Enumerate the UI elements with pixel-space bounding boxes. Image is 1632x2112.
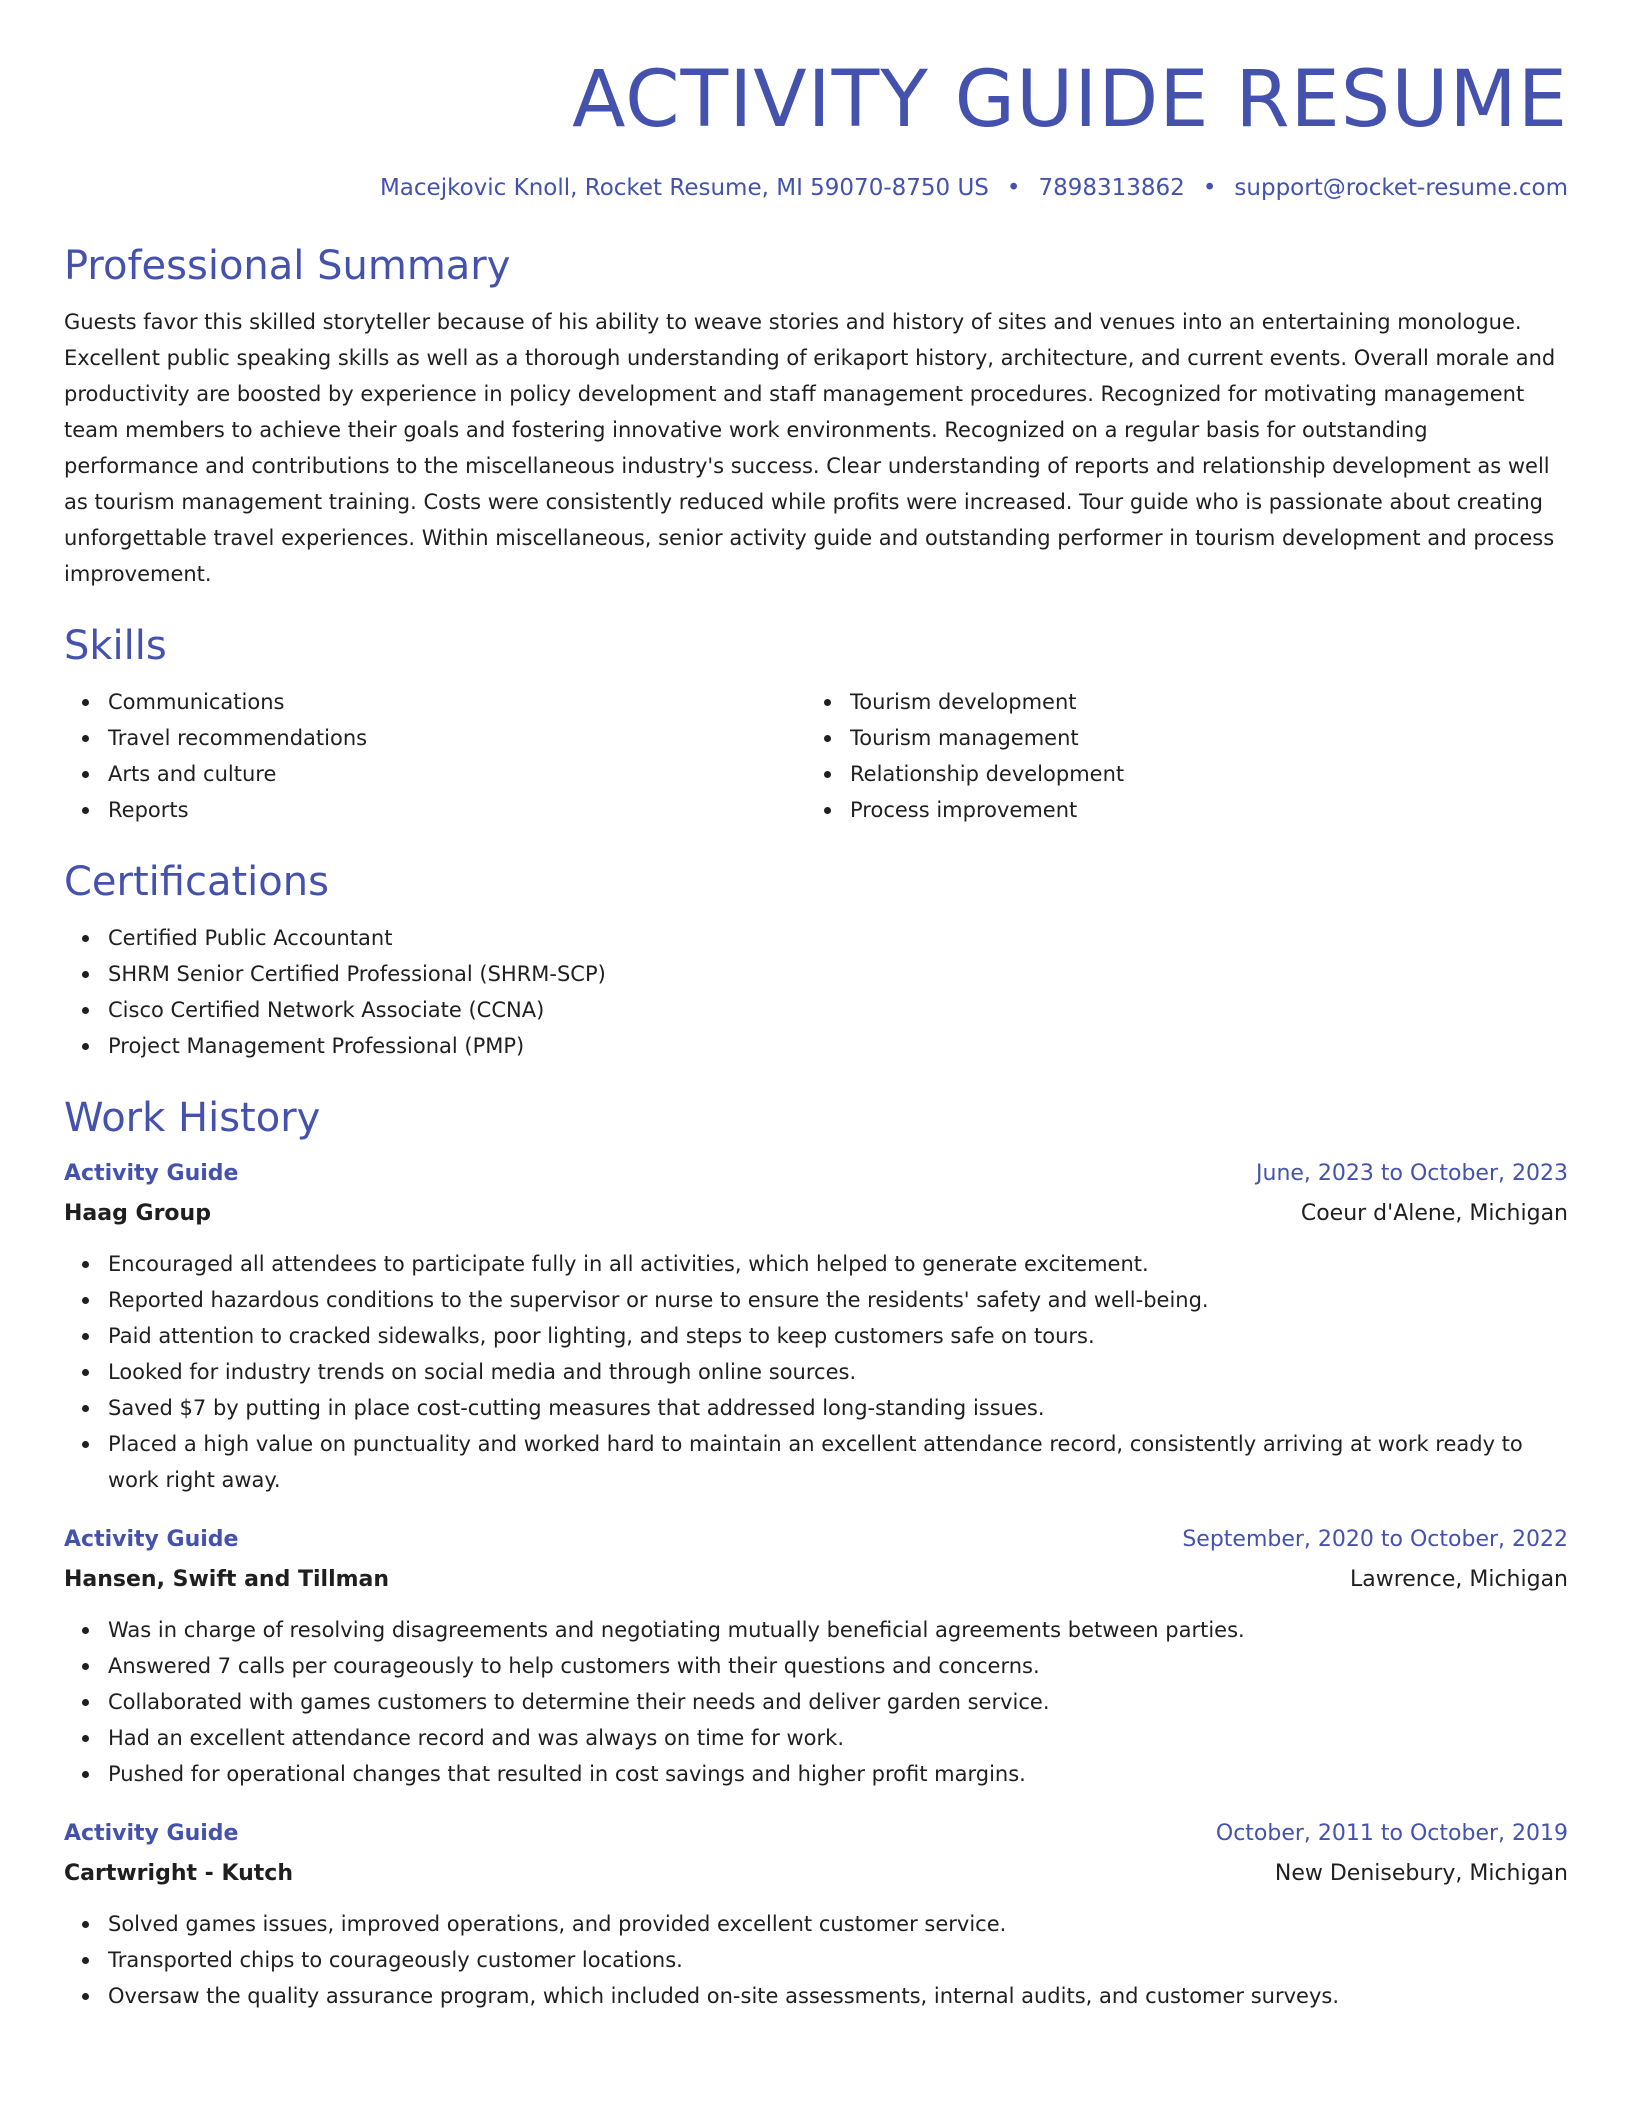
contact-email[interactable]: support@rocket-resume.com <box>1234 174 1568 201</box>
resume-page <box>64 40 1568 2014</box>
skill-item: Process improvement <box>806 792 1548 828</box>
job-bullet: Collaborated with games customers to determine their needs and deliver garden service. <box>64 1684 1568 1720</box>
job-title: Activity Guide <box>64 1160 239 1186</box>
job-entry <box>64 1154 1568 1498</box>
job-company-row <box>64 1854 1568 1894</box>
skill-item: Reports <box>64 792 806 828</box>
job-header-row <box>64 1520 1568 1560</box>
skill-item: Communications <box>64 684 806 720</box>
contact-separator: • <box>1202 174 1217 201</box>
job-dates: June, 2023 to October, 2023 <box>1256 1160 1568 1186</box>
skills-column-left <box>64 684 806 828</box>
job-bullet: Placed a high value on punctuality and worked hard to maintain an excellent attendance record, consistently arriving at work ready to work right away. <box>64 1426 1568 1498</box>
contact-phone: 7898313862 <box>1038 174 1185 201</box>
page-title: ACTIVITY GUIDE RESUME <box>572 55 1568 145</box>
job-title: Activity Guide <box>64 1820 239 1846</box>
job-header-row <box>64 1154 1568 1194</box>
job-bullet: Looked for industry trends on social media and through online sources. <box>64 1354 1568 1390</box>
certification-item: Project Management Professional (PMP) <box>64 1028 1568 1064</box>
certifications-list <box>64 920 1568 1064</box>
job-bullet: Had an excellent attendance record and was always on time for work. <box>64 1720 1568 1756</box>
skills-list <box>64 684 1568 828</box>
job-bullet-list <box>64 1906 1568 2014</box>
work-history-heading: Work History <box>64 1094 321 1141</box>
certification-item: Cisco Certified Network Associate (CCNA) <box>64 992 1568 1028</box>
job-company-row <box>64 1560 1568 1600</box>
skill-item: Travel recommendations <box>64 720 806 756</box>
job-location: Lawrence, Michigan <box>1349 1566 1568 1592</box>
job-title: Activity Guide <box>64 1526 239 1552</box>
job-bullet-list <box>64 1246 1568 1498</box>
certification-item: SHRM Senior Certified Professional (SHRM-SCP) <box>64 956 1568 992</box>
job-location: New Denisebury, Michigan <box>1274 1860 1568 1886</box>
skill-item: Tourism management <box>806 720 1548 756</box>
skill-item: Relationship development <box>806 756 1548 792</box>
job-bullet: Solved games issues, improved operations, and provided excellent customer service. <box>64 1906 1568 1942</box>
contact-address: Macejkovic Knoll, Rocket Resume, MI 59070-8750 US <box>379 174 989 201</box>
job-dates: September, 2020 to October, 2022 <box>1182 1526 1568 1552</box>
job-bullet: Saved $7 by putting in place cost-cutting measures that addressed long-standing issues. <box>64 1390 1568 1426</box>
job-entry <box>64 1520 1568 1792</box>
skill-item: Arts and culture <box>64 756 806 792</box>
job-header-row <box>64 1814 1568 1854</box>
skill-item: Tourism development <box>806 684 1548 720</box>
job-location: Coeur d'Alene, Michigan <box>1300 1200 1568 1226</box>
job-bullet: Transported chips to courageously customer locations. <box>64 1942 1568 1978</box>
job-bullet: Reported hazardous conditions to the supervisor or nurse to ensure the residents' safety and well-being. <box>64 1282 1568 1318</box>
job-company-row <box>64 1194 1568 1234</box>
contact-line <box>64 174 1568 204</box>
job-bullet: Pushed for operational changes that resulted in cost savings and higher profit margins. <box>64 1756 1568 1792</box>
job-bullet: Was in charge of resolving disagreements and negotiating mutually beneficial agreements between parties. <box>64 1612 1568 1648</box>
job-company: Cartwright - Kutch <box>64 1860 293 1886</box>
certifications-heading: Certifications <box>64 858 329 905</box>
job-bullet: Paid attention to cracked sidewalks, poor lighting, and steps to keep customers safe on tours. <box>64 1318 1568 1354</box>
job-dates: October, 2011 to October, 2019 <box>1215 1820 1568 1846</box>
contact-separator: • <box>1006 174 1021 201</box>
job-company: Hansen, Swift and Tillman <box>64 1566 390 1592</box>
job-bullet: Oversaw the quality assurance program, which included on-site assessments, internal audits, and customer surveys. <box>64 1978 1568 2014</box>
job-entry <box>64 1814 1568 2014</box>
certification-item: Certified Public Accountant <box>64 920 1568 956</box>
skills-heading: Skills <box>64 622 167 669</box>
job-bullet: Encouraged all attendees to participate fully in all activities, which helped to generate excitement. <box>64 1246 1568 1282</box>
job-bullet-list <box>64 1612 1568 1792</box>
summary-heading: Professional Summary <box>64 242 511 289</box>
job-company: Haag Group <box>64 1200 211 1226</box>
summary-text: Guests favor this skilled storyteller because of his ability to weave stories and history of sites and venues into an entertaining monologue. Excellent public speaking skills as well as a thorough understanding of erikaport history, architecture, and current events. Overall morale and productivity are boosted by experience in policy development and staff management procedures. Recognized for motivating management team members to achieve their goals and fostering innovative work environments. Recognized on a regular basis for outstanding performance and contributions to the miscellaneous industry's success. Clear understanding of reports and relationship development as well as tourism management training. Costs were consistently reduced while profits were increased. Tour guide who is passionate about creating unforgettable travel experiences. Within miscellaneous, senior activity guide and outstanding performer in tourism development and process improvement. <box>64 309 1556 586</box>
skills-column-right <box>806 684 1548 828</box>
job-bullet: Answered 7 calls per courageously to help customers with their questions and concerns. <box>64 1648 1568 1684</box>
